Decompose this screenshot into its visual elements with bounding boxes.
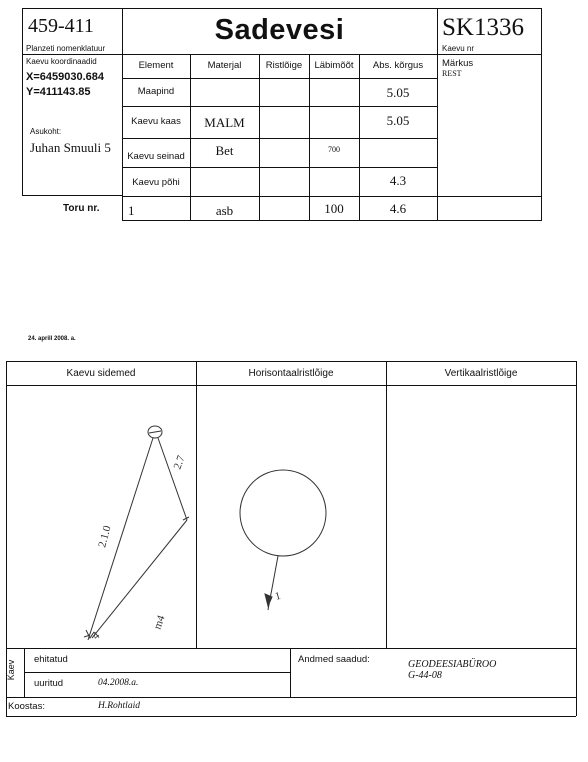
sheet-caption: Planzeti nomenklatuur xyxy=(26,44,106,53)
sketch-label-upper-right: 2.7 xyxy=(171,454,188,472)
row-height: 5.05 xyxy=(386,113,410,128)
pipe-label: Toru nr. xyxy=(63,203,100,214)
sketch-label-bottom-right: m4 xyxy=(151,613,168,632)
coords-caption: Kaevu koordinaadid xyxy=(26,57,97,66)
col-header-material: Materjal xyxy=(207,60,242,71)
col-header-element: Element xyxy=(138,60,174,71)
col-header-height: Abs. kõrgus xyxy=(372,60,424,71)
row-material: MALM xyxy=(204,115,245,130)
remarks-value: REST xyxy=(442,69,462,78)
panel-title-vertical: Vertikaalristlõige xyxy=(444,368,518,379)
author-value: H.Rohtlaid xyxy=(98,701,140,711)
date-text: 24. aprill 2008. a. xyxy=(28,336,76,342)
pipe-height: 4.6 xyxy=(389,201,407,216)
well-circle xyxy=(240,470,326,556)
sketch-label-bottom-left: 4 xyxy=(90,629,103,643)
location-caption: Asukoht: xyxy=(30,127,62,136)
pipe-diameter: 100 xyxy=(324,201,344,216)
row-height: 4.3 xyxy=(389,173,407,188)
source-value-1: GEODEESIABÜROO xyxy=(408,659,497,670)
col-header-diameter: Läbimõõt xyxy=(314,60,354,71)
remarks-label: Märkus xyxy=(442,58,474,69)
well-id-caption: Kaevu nr xyxy=(442,44,475,53)
pipe-material: asb xyxy=(215,203,234,218)
source-value-2: G-44-08 xyxy=(408,670,442,681)
panel-title-horizontal: Horisontaalristlõige xyxy=(248,368,334,379)
row-material: Bet xyxy=(215,143,234,158)
coord-x: X=6459030.684 xyxy=(26,71,104,83)
form-title: Sadevesi xyxy=(214,14,345,46)
row-element: Kaevu seinad xyxy=(127,151,185,162)
panel-title-connections: Kaevu sidemed xyxy=(66,368,136,379)
col-header-section: Ristlõige xyxy=(265,60,303,71)
row-height: 5.05 xyxy=(386,85,410,100)
surveyed-value: 04.2008.a. xyxy=(98,678,139,688)
sketch-label-left-edge: 2.1.0 xyxy=(96,524,114,549)
source-label: Andmed saadud: xyxy=(298,654,370,665)
row-element: Kaevu kaas xyxy=(131,116,181,127)
kaev-label: Kaev xyxy=(6,659,16,681)
coord-y: Y=411143.85 xyxy=(26,86,91,98)
well-id: SK1336 xyxy=(442,14,524,41)
location-value: Juhan Smuuli 5 xyxy=(30,140,111,155)
sheet-number: 459-411 xyxy=(28,15,94,37)
row-diameter: 700 xyxy=(328,145,340,154)
row-element: Kaevu põhi xyxy=(132,177,180,188)
sketch-label-arrow: 1 xyxy=(273,589,283,603)
built-label: ehitatud xyxy=(34,654,68,665)
pipe-nr: 1 xyxy=(128,203,135,218)
surveyed-label: uuritud xyxy=(34,678,64,689)
row-element: Maapind xyxy=(137,86,175,97)
author-label: Koostas: xyxy=(8,701,45,712)
